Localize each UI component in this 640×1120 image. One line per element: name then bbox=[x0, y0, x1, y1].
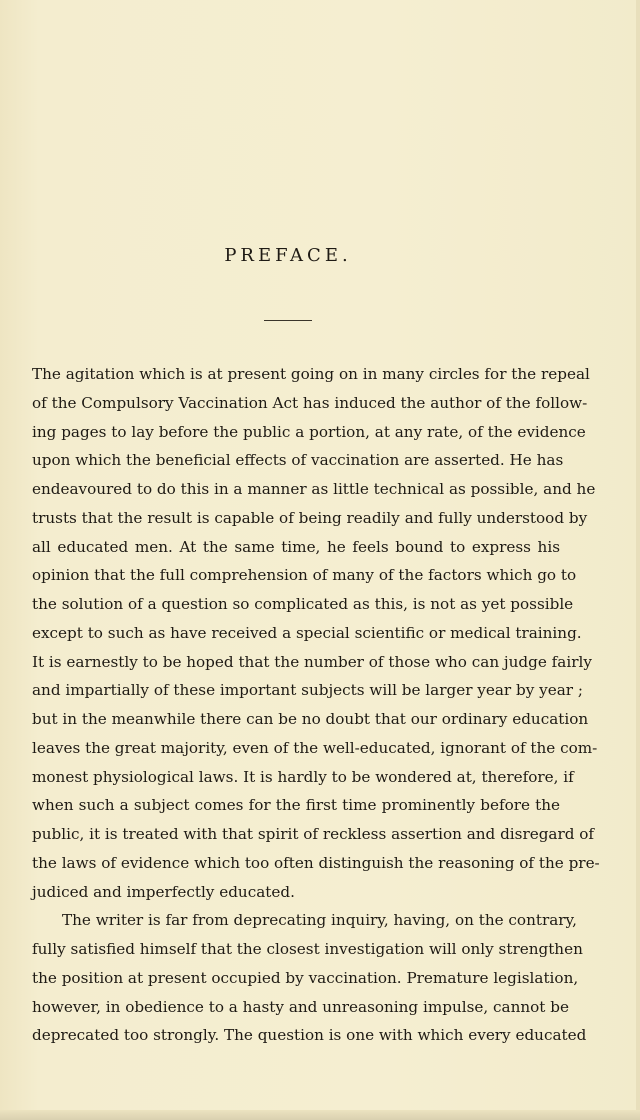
text-line: the position at present occupied by vaccination. Premature legislation, bbox=[32, 968, 579, 987]
text-line: monest physiological laws. It is hardly to be wondered at, therefore, if bbox=[32, 767, 574, 786]
text-line: ing pages to lay before the public a portion, at any rate, of the evidence bbox=[32, 422, 586, 441]
text-line: and impartially of these important subjects will be larger year by year ; bbox=[32, 681, 583, 700]
text-line: all educated men. At the same time, he feels bound to express his bbox=[32, 537, 560, 556]
preface-text bbox=[32, 360, 600, 1050]
title-divider bbox=[264, 320, 312, 321]
text-line: when such a subject comes for the first time prominently before the bbox=[32, 796, 560, 815]
text-line: deprecated too strongly. The question is one with which every educated bbox=[32, 1026, 587, 1045]
text-line: judiced and imperfectly educated. bbox=[32, 882, 295, 901]
text-line: The writer is far from deprecating inquiry, having, on the contrary, bbox=[62, 911, 577, 930]
page-edge bbox=[636, 0, 640, 1120]
text-line: trusts that the result is capable of being readily and fully understood by bbox=[32, 508, 588, 527]
text-line: fully satisfied himself that the closest investigation will only strengthen bbox=[32, 940, 583, 958]
text-line: but in the meanwhile there can be no doubt that our ordinary education bbox=[32, 710, 589, 728]
text-line: It is earnestly to be hoped that the number of those who can judge fairly bbox=[32, 652, 592, 671]
text-line: endeavoured to do this in a manner as little technical as possible, and he bbox=[32, 480, 596, 498]
text-line: the laws of evidence which too often distinguish the reasoning of the pre- bbox=[32, 853, 600, 872]
text-line: leaves the great majority, even of the well-educated, ignorant of the com- bbox=[32, 738, 598, 757]
text-line: The agitation which is at present going on in many circles for the repeal bbox=[32, 365, 590, 383]
text-line: except to such as have received a special scientific or medical training. bbox=[32, 623, 582, 642]
page-edge bbox=[0, 1110, 640, 1120]
text-line: the solution of a question so complicated as this, is not as yet possible bbox=[32, 595, 574, 613]
page-title: PREFACE. bbox=[224, 245, 352, 266]
text-line: public, it is treated with that spirit of reckless assertion and disregard of bbox=[32, 825, 595, 843]
text-line: however, in obedience to a hasty and unreasoning impulse, cannot be bbox=[32, 997, 569, 1016]
text-line: upon which the beneficial effects of vaccination are asserted. He has bbox=[32, 451, 564, 470]
text-line: opinion that the full comprehension of many of the factors which go to bbox=[32, 566, 577, 585]
text-line: of the Compulsory Vaccination Act has induced the author of the follow- bbox=[32, 393, 588, 412]
